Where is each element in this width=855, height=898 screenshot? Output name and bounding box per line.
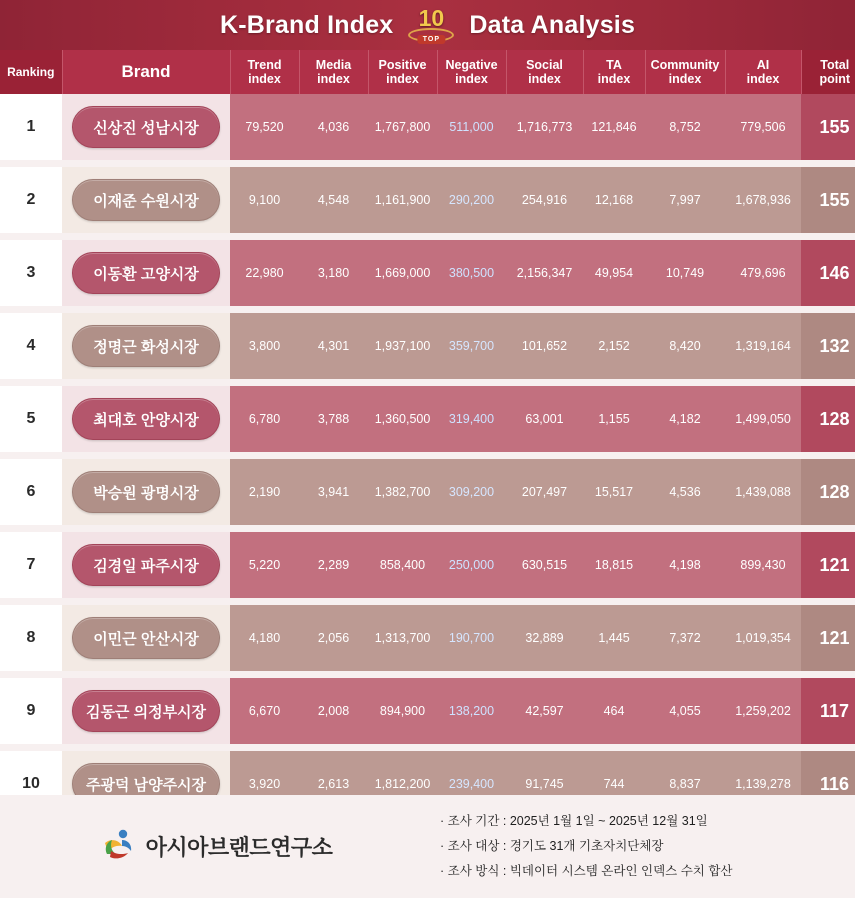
cell-trend-index: 3,920 [230,751,299,817]
brand-pill: 이동환 고양시장 [72,252,220,294]
table-row [0,94,855,160]
top10-badge [405,5,457,45]
cell-ai-index: 479,696 [725,240,801,306]
cell-social-index: 91,745 [506,751,583,817]
cell-ranking: 5 [0,386,62,452]
cell-trend-index: 6,780 [230,386,299,452]
cell-media-index: 4,036 [299,94,368,160]
cell-ta-index: 15,517 [583,459,645,525]
cell-positive-index: 1,812,200 [368,751,437,817]
cell-ranking: 7 [0,532,62,598]
cell-total-point: 155 [801,167,855,233]
cell-social-index: 1,716,773 [506,94,583,160]
cell-brand [62,240,230,306]
cell-ta-index: 464 [583,678,645,744]
cell-trend-index: 79,520 [230,94,299,160]
cell-brand [62,605,230,671]
row-divider [0,671,855,678]
cell-social-index: 32,889 [506,605,583,671]
cell-trend-index: 3,800 [230,313,299,379]
cell-media-index: 2,008 [299,678,368,744]
survey-notes [430,809,855,884]
col-header-ta-line1: TA [606,58,622,72]
cell-ai-index: 1,319,164 [725,313,801,379]
row-divider [0,452,855,459]
col-header-ta-line2: index [597,72,631,86]
cell-ai-index: 899,430 [725,532,801,598]
cell-positive-index: 1,767,800 [368,94,437,160]
row-divider [0,160,855,167]
cell-community-index: 4,182 [645,386,725,452]
logo [0,827,430,867]
col-header-social-index [506,50,583,94]
logo-svg [98,827,136,867]
cell-community-index: 7,997 [645,167,725,233]
brand-pill: 김경일 파주시장 [72,544,220,586]
col-header-trend-index [230,50,299,94]
col-header-negative-line1: Negative [445,58,498,72]
brand-pill: 김동근 의정부시장 [72,690,220,732]
cell-negative-index: 290,200 [437,167,506,233]
col-header-media-line1: Media [315,58,352,72]
table-row [0,386,855,452]
cell-community-index: 8,837 [645,751,725,817]
logo-text: 아시아브랜드연구소 [145,835,333,860]
cell-trend-index: 5,220 [230,532,299,598]
badge-number: 10 [418,5,445,31]
cell-total-point: 121 [801,532,855,598]
col-header-total-line2: point [819,72,851,86]
cell-brand [62,167,230,233]
cell-media-index: 2,289 [299,532,368,598]
cell-ta-index: 1,155 [583,386,645,452]
cell-brand [62,459,230,525]
cell-trend-index: 9,100 [230,167,299,233]
cell-media-index: 3,180 [299,240,368,306]
page-title-right: Data Analysis [469,10,636,39]
brand-pill: 주광덕 남양주시장 [72,763,220,805]
table-body [0,94,855,817]
cell-brand [62,678,230,744]
row-divider [0,744,855,751]
brand-pill: 신상진 성남시장 [72,106,220,148]
cell-media-index: 4,548 [299,167,368,233]
cell-negative-index: 138,200 [437,678,506,744]
cell-positive-index: 894,900 [368,678,437,744]
cell-total-point: 132 [801,313,855,379]
cell-community-index: 8,420 [645,313,725,379]
col-header-community-index [645,50,725,94]
brand-pill: 최대호 안양시장 [72,398,220,440]
col-header-community-line2: index [668,72,702,86]
cell-ranking: 8 [0,605,62,671]
asia-brand-logo-icon [98,827,136,867]
cell-total-point: 121 [801,605,855,671]
cell-total-point: 117 [801,678,855,744]
cell-ai-index: 1,439,088 [725,459,801,525]
brand-pill: 이재준 수원시장 [72,179,220,221]
cell-negative-index: 380,500 [437,240,506,306]
cell-social-index: 254,916 [506,167,583,233]
brand-pill: 박승원 광명시장 [72,471,220,513]
col-header-positive-index [368,50,437,94]
cell-ta-index: 121,846 [583,94,645,160]
col-header-ranking: Ranking [0,50,62,94]
cell-negative-index: 239,400 [437,751,506,817]
page-header [0,0,855,50]
cell-community-index: 4,536 [645,459,725,525]
cell-ranking: 2 [0,167,62,233]
cell-ta-index: 1,445 [583,605,645,671]
cell-social-index: 207,497 [506,459,583,525]
row-divider [0,233,855,240]
row-divider [0,598,855,605]
cell-social-index: 2,156,347 [506,240,583,306]
cell-ai-index: 779,506 [725,94,801,160]
cell-ta-index: 744 [583,751,645,817]
cell-ai-index: 1,019,354 [725,605,801,671]
cell-media-index: 3,941 [299,459,368,525]
cell-positive-index: 1,161,900 [368,167,437,233]
cell-social-index: 42,597 [506,678,583,744]
col-header-ta-index [583,50,645,94]
col-header-media-index [299,50,368,94]
cell-ai-index: 1,499,050 [725,386,801,452]
cell-positive-index: 1,382,700 [368,459,437,525]
cell-positive-index: 1,937,100 [368,313,437,379]
cell-trend-index: 6,670 [230,678,299,744]
cell-community-index: 4,055 [645,678,725,744]
cell-brand [62,313,230,379]
col-header-total-line1: Total [820,58,850,72]
cell-positive-index: 1,313,700 [368,605,437,671]
cell-positive-index: 1,360,500 [368,386,437,452]
table-row [0,313,855,379]
survey-note-line: · 조사 기간 : 2025년 1월 1일 ~ 2025년 12월 31일 [440,814,708,828]
cell-negative-index: 359,700 [437,313,506,379]
col-header-social-line2: index [528,72,561,86]
cell-social-index: 63,001 [506,386,583,452]
table-header-row [0,50,855,94]
cell-ta-index: 12,168 [583,167,645,233]
cell-ranking: 1 [0,94,62,160]
cell-total-point: 128 [801,459,855,525]
cell-ranking: 6 [0,459,62,525]
cell-total-point: 116 [801,751,855,817]
page-title-left: K-Brand Index [219,10,394,39]
col-header-ai-line2: index [746,72,780,86]
table-row [0,459,855,525]
cell-trend-index: 22,980 [230,240,299,306]
brand-pill: 정명근 화성시장 [72,325,220,367]
cell-media-index: 4,301 [299,313,368,379]
cell-community-index: 10,749 [645,240,725,306]
cell-social-index: 630,515 [506,532,583,598]
col-header-community-line1: Community [650,58,720,72]
col-header-positive-line2: index [386,72,419,86]
cell-ta-index: 18,815 [583,532,645,598]
col-header-media-line2: index [317,72,350,86]
cell-ta-index: 2,152 [583,313,645,379]
table-row [0,532,855,598]
cell-social-index: 101,652 [506,313,583,379]
cell-ranking: 3 [0,240,62,306]
col-header-social-line1: Social [526,58,563,72]
col-header-total-point [801,50,855,94]
col-header-ai-index [725,50,801,94]
col-header-ai-line1: AI [756,58,770,72]
col-header-negative-index [437,50,506,94]
table-row [0,605,855,671]
table-row [0,678,855,744]
cell-positive-index: 858,400 [368,532,437,598]
col-header-brand: Brand [62,50,230,94]
cell-media-index: 2,056 [299,605,368,671]
table-row [0,240,855,306]
cell-ranking: 9 [0,678,62,744]
cell-negative-index: 319,400 [437,386,506,452]
cell-negative-index: 250,000 [437,532,506,598]
row-divider [0,379,855,386]
cell-negative-index: 511,000 [437,94,506,160]
cell-brand [62,386,230,452]
cell-negative-index: 309,200 [437,459,506,525]
survey-note-line: · 조사 방식 : 빅데이터 시스템 온라인 인덱스 수치 합산 [440,864,733,878]
cell-negative-index: 190,700 [437,605,506,671]
cell-community-index: 7,372 [645,605,725,671]
row-divider [0,525,855,532]
cell-total-point: 146 [801,240,855,306]
cell-trend-index: 2,190 [230,459,299,525]
cell-total-point: 128 [801,386,855,452]
cell-ranking: 4 [0,313,62,379]
cell-trend-index: 4,180 [230,605,299,671]
row-divider [0,306,855,313]
col-header-trend-line2: index [248,72,281,86]
cell-positive-index: 1,669,000 [368,240,437,306]
cell-community-index: 4,198 [645,532,725,598]
ranking-table [0,50,855,817]
page-footer [0,795,855,898]
cell-ai-index: 1,259,202 [725,678,801,744]
cell-total-point: 155 [801,94,855,160]
col-header-negative-line2: index [455,72,488,86]
cell-brand [62,94,230,160]
cell-community-index: 8,752 [645,94,725,160]
cell-brand [62,532,230,598]
badge-label: TOP [418,35,445,44]
survey-note-line: · 조사 대상 : 경기도 31개 기초자치단체장 [440,839,664,853]
cell-ranking: 10 [0,751,62,817]
cell-media-index: 3,788 [299,386,368,452]
col-header-positive-line1: Positive [378,58,427,72]
brand-pill: 이민근 안산시장 [72,617,220,659]
cell-ai-index: 1,139,278 [725,751,801,817]
table-row [0,167,855,233]
col-header-trend-line1: Trend [247,58,282,72]
cell-ai-index: 1,678,936 [725,167,801,233]
cell-ta-index: 49,954 [583,240,645,306]
cell-media-index: 2,613 [299,751,368,817]
